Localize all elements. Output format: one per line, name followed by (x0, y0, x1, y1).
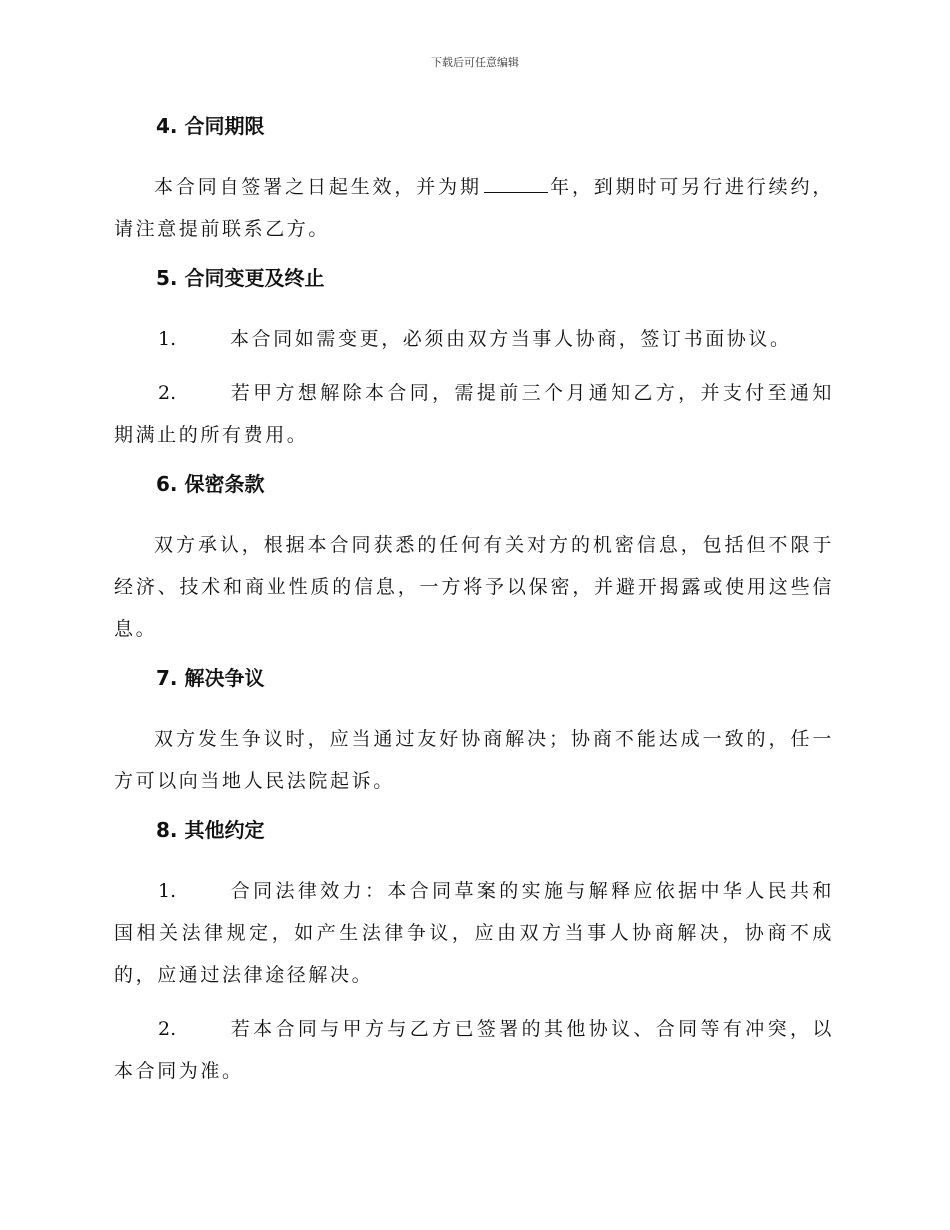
section-dispute-resolution (114, 662, 834, 802)
section-paragraph (114, 166, 834, 250)
section-paragraph: 双方发生争议时，应当通过友好协商解决；协商不能达成一致的，任一方可以向当地人民法院起诉。 (114, 728, 834, 792)
fill-in-blank (484, 174, 548, 193)
section-heading: 6. 保密条款 (156, 472, 265, 496)
list-item-text: 合同法律效力：本合同草案的实施与解释应依据中华人民共和国相关法律规定，如产生法律争议，应由双方当事人协商解决，协商不成的，应通过法律途径解决。 (114, 880, 834, 986)
list-item (114, 318, 834, 360)
section-change-termination (114, 262, 834, 456)
section-heading: 8. 其他约定 (156, 818, 265, 842)
page-header: 下载后可任意编辑 (431, 56, 519, 69)
list-item-text: 若甲方想解除本合同，需提前三个月通知乙方，并支付至通知期满止的所有费用。 (114, 382, 834, 446)
list-item-number: 2. (158, 382, 177, 404)
list-item-number: 2. (158, 1018, 177, 1040)
section-heading: 5. 合同变更及终止 (156, 266, 325, 290)
list-item (114, 1008, 834, 1092)
list-item-number: 1. (158, 328, 177, 350)
section-other-terms (114, 814, 834, 1092)
section-heading: 4. 合同期限 (156, 114, 265, 138)
list-item (114, 372, 834, 456)
list-item-number: 1. (158, 880, 177, 902)
list-item (114, 870, 834, 996)
section-paragraph: 双方承认，根据本合同获悉的任何有关对方的机密信息，包括但不限于经济、技术和商业性质的信息，一方将予以保密，并避开揭露或使用这些信息。 (114, 534, 834, 640)
section-confidentiality (114, 468, 834, 650)
list-item-text: 若本合同与甲方与乙方已签署的其他协议、合同等有冲突，以本合同为准。 (114, 1018, 834, 1082)
paragraph-text-after-blank: 年，到期时可另行进行续约，请注意提前联系乙方。 (114, 176, 834, 240)
document-body (114, 110, 834, 1104)
section-contract-term (114, 110, 834, 250)
list-item-text: 本合同如需变更，必须由双方当事人协商，签订书面协议。 (230, 328, 792, 350)
paragraph-text-before-blank: 本合同自签署之日起生效，并为期 (154, 176, 482, 198)
section-heading: 7. 解决争议 (156, 666, 265, 690)
